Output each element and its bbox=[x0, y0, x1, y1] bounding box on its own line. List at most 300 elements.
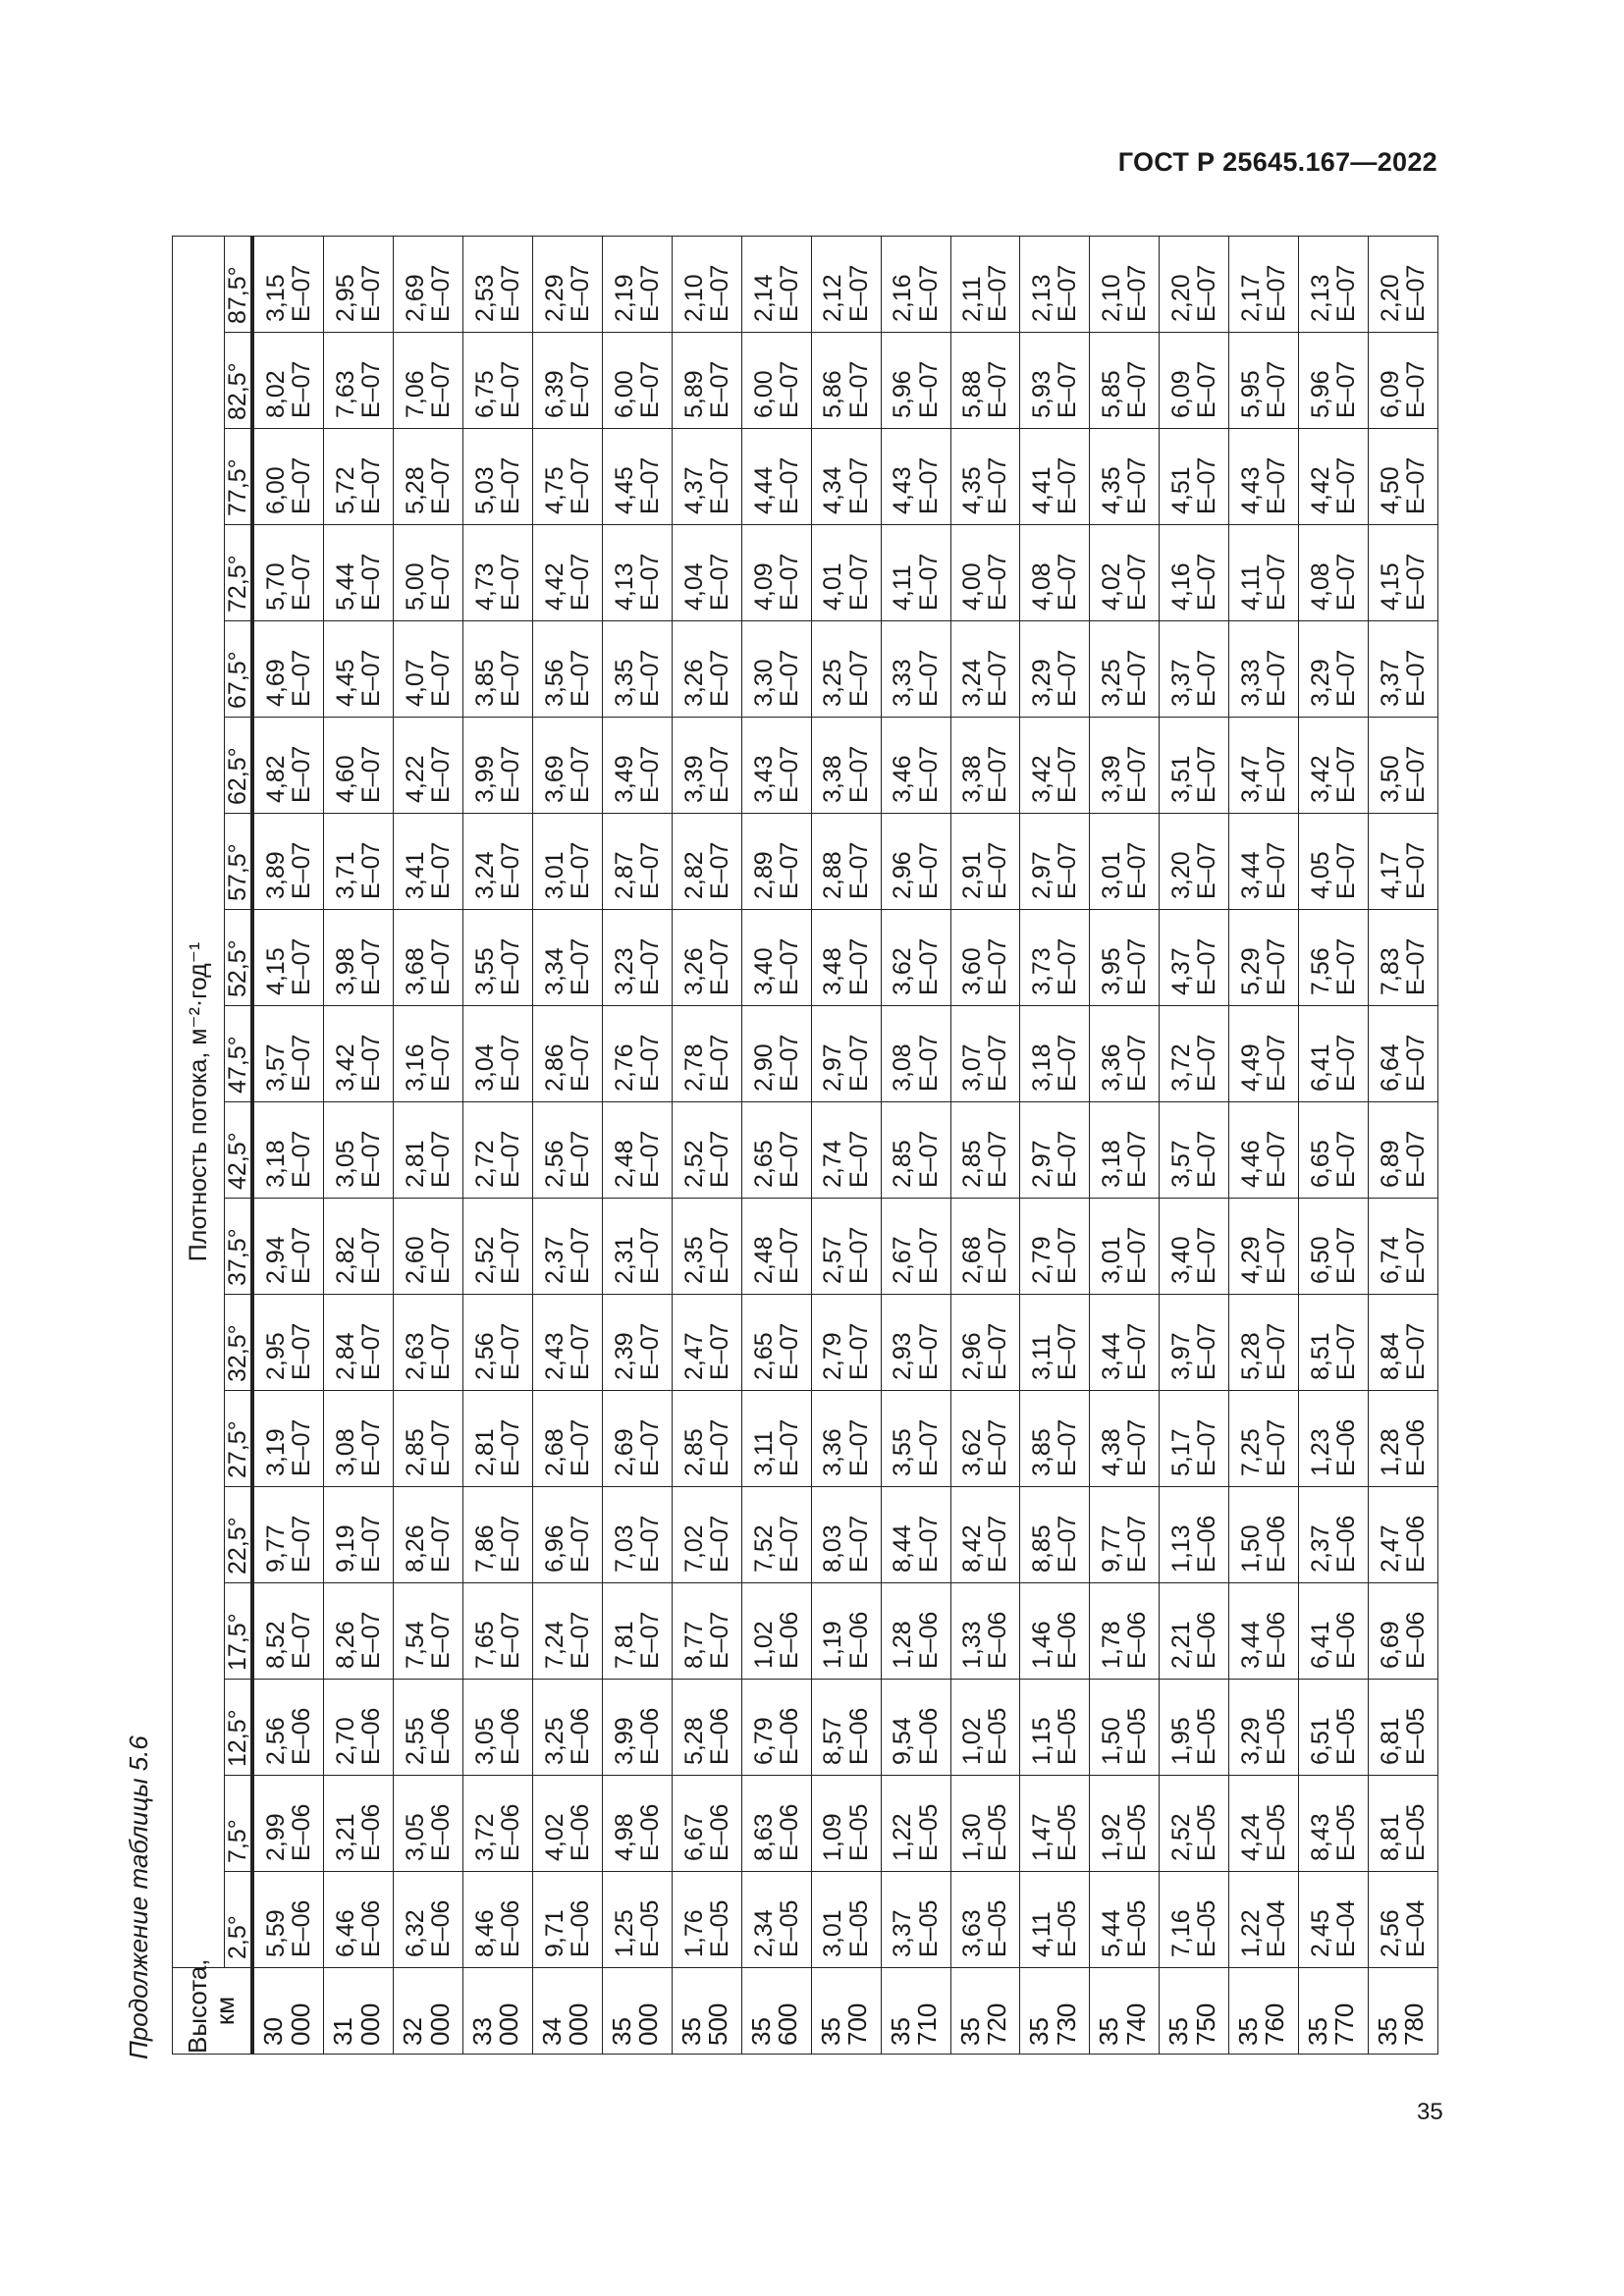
mantissa: 3,44 bbox=[1098, 1332, 1126, 1380]
mantissa: 2,16 bbox=[889, 274, 917, 322]
exponent: E–07 bbox=[497, 456, 525, 514]
mantissa: 2,56 bbox=[1376, 1909, 1404, 1957]
height-cell: 35 780 bbox=[1368, 1968, 1437, 2055]
flux-value-cell bbox=[463, 1391, 533, 1487]
flux-value-cell bbox=[950, 237, 1020, 333]
exponent: E–07 bbox=[1123, 456, 1152, 514]
mantissa: 2,45 bbox=[1306, 1909, 1334, 1957]
flux-value-cell bbox=[1160, 1006, 1229, 1102]
height-cell: 31 000 bbox=[324, 1968, 394, 2055]
exponent: E–07 bbox=[705, 1322, 733, 1380]
exponent: E–07 bbox=[288, 841, 316, 899]
flux-value-cell bbox=[603, 1872, 673, 1968]
flux-value-cell bbox=[881, 910, 950, 1006]
flux-value-cell bbox=[1368, 1295, 1437, 1391]
exponent: E–07 bbox=[567, 1322, 595, 1380]
mantissa: 2,89 bbox=[749, 851, 778, 899]
flux-value-cell bbox=[1090, 1295, 1160, 1391]
mantissa: 6,75 bbox=[470, 370, 499, 418]
mantissa: 8,26 bbox=[332, 1621, 360, 1669]
flux-value-cell bbox=[533, 333, 603, 429]
flux-value-cell bbox=[1299, 621, 1369, 718]
exponent: E–07 bbox=[357, 456, 386, 514]
flux-value-cell bbox=[1090, 1680, 1160, 1776]
exponent: E–07 bbox=[1332, 1034, 1361, 1092]
flux-value-cell bbox=[324, 429, 394, 525]
exponent: E–06 bbox=[1263, 1611, 1291, 1669]
flux-value-cell bbox=[463, 814, 533, 910]
flux-value-cell bbox=[533, 1776, 603, 1872]
exponent: E–07 bbox=[288, 360, 316, 418]
exponent: E–07 bbox=[1332, 937, 1361, 995]
flux-value-cell bbox=[394, 1295, 463, 1391]
mantissa: 2,69 bbox=[401, 274, 429, 322]
mantissa: 6,46 bbox=[332, 1909, 360, 1957]
mantissa: 7,63 bbox=[332, 370, 360, 418]
exponent: E–07 bbox=[914, 360, 943, 418]
exponent: E–07 bbox=[635, 360, 664, 418]
mantissa: 3,24 bbox=[470, 851, 499, 899]
flux-value-cell bbox=[533, 1391, 603, 1487]
exponent: E–07 bbox=[1193, 360, 1221, 418]
flux-value-cell bbox=[1299, 333, 1369, 429]
flux-value-cell bbox=[252, 910, 324, 1006]
flux-value-cell bbox=[950, 814, 1020, 910]
mantissa: 3,11 bbox=[749, 1430, 778, 1476]
mantissa: 4,42 bbox=[1306, 466, 1334, 514]
flux-value-cell bbox=[1368, 1391, 1437, 1487]
mantissa: 3,15 bbox=[262, 274, 291, 322]
exponent: E–07 bbox=[288, 649, 316, 707]
mantissa: 4,35 bbox=[958, 466, 987, 514]
flux-value-cell bbox=[1160, 1583, 1229, 1680]
table-row bbox=[1160, 237, 1229, 2055]
exponent: E–07 bbox=[288, 1034, 316, 1092]
mantissa: 8,84 bbox=[1376, 1332, 1404, 1380]
mantissa: 3,42 bbox=[1028, 755, 1056, 803]
table-row bbox=[950, 237, 1020, 2055]
flux-value-cell bbox=[324, 1006, 394, 1102]
exponent: E–07 bbox=[1193, 1418, 1221, 1476]
mantissa: 8,52 bbox=[262, 1621, 291, 1669]
exponent: E–07 bbox=[1123, 360, 1152, 418]
flux-value-cell bbox=[533, 1006, 603, 1102]
flux-value-cell bbox=[1090, 1102, 1160, 1199]
exponent: E–07 bbox=[1054, 1322, 1082, 1380]
flux-value-cell bbox=[1368, 1006, 1437, 1102]
flux-value-cell bbox=[394, 1776, 463, 1872]
exponent: E–07 bbox=[497, 360, 525, 418]
mantissa: 6,81 bbox=[1376, 1717, 1404, 1765]
flux-value-cell bbox=[394, 1487, 463, 1583]
height-cell: 35 750 bbox=[1160, 1968, 1229, 2055]
flux-value-cell bbox=[881, 1295, 950, 1391]
table-row bbox=[463, 237, 533, 2055]
mantissa: 2,96 bbox=[889, 851, 917, 899]
table-caption: Продолжение таблицы 5.6 bbox=[124, 1735, 153, 2059]
mantissa: 5,44 bbox=[332, 562, 360, 611]
exponent: E–07 bbox=[427, 1226, 456, 1284]
mantissa: 3,72 bbox=[470, 1813, 499, 1861]
mantissa: 8,57 bbox=[819, 1717, 847, 1765]
flux-value-cell bbox=[394, 1102, 463, 1199]
exponent: E–07 bbox=[844, 1226, 873, 1284]
angle-header: 42,5° bbox=[225, 1102, 253, 1199]
exponent: E–06 bbox=[705, 1707, 733, 1765]
mantissa: 1,02 bbox=[958, 1717, 987, 1765]
exponent: E–07 bbox=[567, 553, 595, 611]
exponent: E–06 bbox=[705, 1803, 733, 1861]
flux-value-cell bbox=[1368, 718, 1437, 814]
exponent: E–07 bbox=[567, 264, 595, 322]
mantissa: 3,55 bbox=[889, 1428, 917, 1476]
flux-value-cell bbox=[950, 1487, 1020, 1583]
mantissa: 2,81 bbox=[401, 1140, 429, 1188]
flux-value-cell bbox=[881, 621, 950, 718]
mantissa: 3,33 bbox=[889, 659, 917, 707]
exponent: E–07 bbox=[427, 1034, 456, 1092]
mantissa: 3,47 bbox=[1236, 755, 1265, 803]
mantissa: 2,87 bbox=[610, 851, 638, 899]
exponent: E–05 bbox=[844, 1803, 873, 1861]
exponent: E–06 bbox=[497, 1899, 525, 1957]
mantissa: 2,85 bbox=[958, 1140, 987, 1188]
flux-value-cell bbox=[252, 718, 324, 814]
mantissa: 1,78 bbox=[1098, 1621, 1126, 1669]
mantissa: 3,21 bbox=[332, 1813, 360, 1861]
flux-value-cell bbox=[324, 1776, 394, 1872]
mantissa: 6,74 bbox=[1376, 1236, 1404, 1284]
flux-value-cell bbox=[1090, 333, 1160, 429]
exponent: E–07 bbox=[1054, 1034, 1082, 1092]
exponent: E–05 bbox=[1193, 1899, 1221, 1957]
mantissa: 1,33 bbox=[958, 1621, 987, 1669]
exponent: E–07 bbox=[497, 937, 525, 995]
mantissa: 3,25 bbox=[1098, 659, 1126, 707]
exponent: E–07 bbox=[1193, 553, 1221, 611]
mantissa: 3,33 bbox=[1236, 659, 1265, 707]
exponent: E–07 bbox=[1054, 264, 1082, 322]
flux-value-cell bbox=[463, 1872, 533, 1968]
mantissa: 4,38 bbox=[1098, 1428, 1126, 1476]
mantissa: 3,63 bbox=[958, 1909, 987, 1957]
exponent: E–05 bbox=[775, 1899, 803, 1957]
flux-value-cell bbox=[1368, 1199, 1437, 1295]
exponent: E–07 bbox=[705, 1515, 733, 1573]
mantissa: 2,21 bbox=[1166, 1621, 1195, 1669]
flux-value-cell bbox=[1299, 1583, 1369, 1680]
flux-value-cell bbox=[672, 1872, 741, 1968]
exponent: E–07 bbox=[1193, 745, 1221, 803]
exponent: E–07 bbox=[427, 553, 456, 611]
flux-value-cell bbox=[1160, 1102, 1229, 1199]
exponent: E–07 bbox=[844, 1130, 873, 1188]
mantissa: 1,02 bbox=[749, 1621, 778, 1669]
exponent: E–07 bbox=[357, 937, 386, 995]
mantissa: 2,70 bbox=[332, 1717, 360, 1765]
flux-value-cell bbox=[603, 1295, 673, 1391]
exponent: E–07 bbox=[775, 937, 803, 995]
exponent: E–07 bbox=[1401, 1034, 1430, 1092]
flux-value-cell bbox=[881, 1487, 950, 1583]
flux-value-cell bbox=[1160, 525, 1229, 621]
exponent: E–07 bbox=[1054, 841, 1082, 899]
flux-value-cell bbox=[324, 1295, 394, 1391]
height-header: Высота, км bbox=[173, 1968, 253, 2055]
exponent: E–07 bbox=[984, 264, 1012, 322]
flux-value-cell bbox=[533, 1487, 603, 1583]
exponent: E–04 bbox=[1401, 1899, 1430, 1957]
flux-value-cell bbox=[1299, 1872, 1369, 1968]
mantissa: 4,08 bbox=[1028, 562, 1056, 611]
exponent: E–07 bbox=[1054, 360, 1082, 418]
exponent: E–07 bbox=[1193, 1130, 1221, 1188]
flux-value-cell bbox=[950, 1006, 1020, 1102]
exponent: E–05 bbox=[1401, 1803, 1430, 1861]
flux-value-cell bbox=[1368, 333, 1437, 429]
exponent: E–07 bbox=[1263, 1322, 1291, 1380]
exponent: E–07 bbox=[357, 1034, 386, 1092]
mantissa: 2,39 bbox=[610, 1332, 638, 1380]
exponent: E–07 bbox=[1054, 1130, 1082, 1188]
flux-value-cell bbox=[463, 1583, 533, 1680]
mantissa: 3,62 bbox=[889, 947, 917, 995]
flux-value-cell bbox=[533, 621, 603, 718]
mantissa: 1,15 bbox=[1028, 1717, 1056, 1765]
mantissa: 3,60 bbox=[958, 947, 987, 995]
exponent: E–07 bbox=[497, 745, 525, 803]
flux-value-cell bbox=[1368, 910, 1437, 1006]
exponent: E–07 bbox=[705, 649, 733, 707]
mantissa: 3,99 bbox=[610, 1717, 638, 1765]
mantissa: 2,53 bbox=[470, 274, 499, 322]
exponent: E–07 bbox=[705, 1611, 733, 1669]
flux-value-cell bbox=[324, 1487, 394, 1583]
mantissa: 1,22 bbox=[1236, 1909, 1265, 1957]
flux-value-cell bbox=[1090, 1199, 1160, 1295]
flux-value-cell bbox=[1368, 429, 1437, 525]
exponent: E–07 bbox=[497, 1515, 525, 1573]
exponent: E–05 bbox=[1263, 1707, 1291, 1765]
mantissa: 7,06 bbox=[401, 370, 429, 418]
flux-value-cell bbox=[463, 910, 533, 1006]
angle-header: 57,5° bbox=[225, 814, 253, 910]
mantissa: 8,77 bbox=[679, 1621, 708, 1669]
flux-value-cell bbox=[324, 814, 394, 910]
height-cell: 33 000 bbox=[463, 1968, 533, 2055]
flux-value-cell bbox=[1299, 1680, 1369, 1776]
mantissa: 5,17 bbox=[1166, 1428, 1195, 1476]
exponent: E–07 bbox=[984, 937, 1012, 995]
table-row bbox=[881, 237, 950, 2055]
mantissa: 4,13 bbox=[610, 562, 638, 611]
exponent: E–04 bbox=[1263, 1899, 1291, 1957]
exponent: E–06 bbox=[844, 1611, 873, 1669]
mantissa: 2,65 bbox=[749, 1140, 778, 1188]
exponent: E–06 bbox=[427, 1803, 456, 1861]
flux-value-cell bbox=[1020, 1102, 1090, 1199]
mantissa: 4,82 bbox=[262, 755, 291, 803]
exponent: E–07 bbox=[1263, 456, 1291, 514]
mantissa: 2,72 bbox=[470, 1140, 499, 1188]
flux-value-cell bbox=[741, 1872, 811, 1968]
flux-value-cell bbox=[1020, 910, 1090, 1006]
mantissa: 2,68 bbox=[540, 1428, 568, 1476]
mantissa: 3,24 bbox=[958, 659, 987, 707]
exponent: E–07 bbox=[427, 1130, 456, 1188]
exponent: E–07 bbox=[1401, 264, 1430, 322]
flux-value-cell bbox=[741, 1776, 811, 1872]
flux-value-cell bbox=[324, 525, 394, 621]
flux-value-cell bbox=[252, 429, 324, 525]
exponent: E–05 bbox=[984, 1707, 1012, 1765]
exponent: E–07 bbox=[427, 264, 456, 322]
mantissa: 8,51 bbox=[1306, 1332, 1334, 1380]
exponent: E–07 bbox=[1123, 745, 1152, 803]
mantissa: 3,69 bbox=[540, 755, 568, 803]
exponent: E–07 bbox=[705, 745, 733, 803]
mantissa: 3,23 bbox=[610, 947, 638, 995]
mantissa: 2,43 bbox=[540, 1332, 568, 1380]
exponent: E–07 bbox=[357, 745, 386, 803]
mantissa: 1,22 bbox=[889, 1813, 917, 1861]
mantissa: 8,85 bbox=[1028, 1524, 1056, 1573]
flux-density-table bbox=[172, 236, 1438, 2055]
flux-value-cell bbox=[811, 525, 881, 621]
exponent: E–07 bbox=[1401, 745, 1430, 803]
mantissa: 2,20 bbox=[1166, 274, 1195, 322]
mantissa: 2,60 bbox=[401, 1236, 429, 1284]
mantissa: 5,44 bbox=[1098, 1909, 1126, 1957]
exponent: E–07 bbox=[1263, 745, 1291, 803]
flux-value-cell bbox=[672, 525, 741, 621]
exponent: E–07 bbox=[705, 1130, 733, 1188]
table-row bbox=[741, 237, 811, 2055]
mantissa: 2,56 bbox=[470, 1332, 499, 1380]
mantissa: 9,19 bbox=[332, 1524, 360, 1573]
mantissa: 3,57 bbox=[262, 1043, 291, 1092]
mantissa: 8,63 bbox=[749, 1813, 778, 1861]
flux-value-cell bbox=[603, 1487, 673, 1583]
exponent: E–07 bbox=[1332, 360, 1361, 418]
exponent: E–07 bbox=[357, 360, 386, 418]
exponent: E–07 bbox=[567, 456, 595, 514]
exponent: E–07 bbox=[635, 1130, 664, 1188]
mantissa: 6,39 bbox=[540, 370, 568, 418]
exponent: E–07 bbox=[844, 1034, 873, 1092]
flux-value-cell bbox=[603, 910, 673, 1006]
exponent: E–07 bbox=[1401, 1322, 1430, 1380]
flux-value-cell bbox=[533, 237, 603, 333]
height-cell: 35 730 bbox=[1020, 1968, 1090, 2055]
mantissa: 5,03 bbox=[470, 466, 499, 514]
exponent: E–07 bbox=[288, 1515, 316, 1573]
flux-value-cell bbox=[252, 1776, 324, 1872]
flux-value-cell bbox=[1299, 1776, 1369, 1872]
mantissa: 8,03 bbox=[819, 1524, 847, 1573]
exponent: E–06 bbox=[914, 1611, 943, 1669]
flux-value-cell bbox=[1020, 237, 1090, 333]
mantissa: 2,56 bbox=[262, 1717, 291, 1765]
mantissa: 2,31 bbox=[610, 1236, 638, 1284]
flux-value-cell bbox=[252, 1295, 324, 1391]
mantissa: 7,02 bbox=[679, 1524, 708, 1573]
exponent: E–07 bbox=[1263, 1418, 1291, 1476]
flux-value-cell bbox=[1160, 1391, 1229, 1487]
mantissa: 9,77 bbox=[262, 1524, 291, 1573]
mantissa: 3,42 bbox=[332, 1043, 360, 1092]
mantissa: 2,56 bbox=[540, 1140, 568, 1188]
flux-value-cell bbox=[1368, 1680, 1437, 1776]
flux-value-cell bbox=[1229, 1583, 1299, 1680]
mantissa: 9,77 bbox=[1098, 1524, 1126, 1573]
mantissa: 1,76 bbox=[679, 1909, 708, 1957]
table-row bbox=[394, 237, 463, 2055]
flux-value-cell bbox=[1020, 1199, 1090, 1295]
flux-value-cell bbox=[1020, 1487, 1090, 1583]
mantissa: 5,85 bbox=[1098, 370, 1126, 418]
exponent: E–07 bbox=[1193, 1322, 1221, 1380]
mantissa: 6,41 bbox=[1306, 1621, 1334, 1669]
exponent: E–07 bbox=[1263, 264, 1291, 322]
exponent: E–06 bbox=[1193, 1611, 1221, 1669]
exponent: E–07 bbox=[497, 649, 525, 707]
mantissa: 4,01 bbox=[819, 562, 847, 611]
mantissa: 2,37 bbox=[540, 1236, 568, 1284]
mantissa: 2,81 bbox=[470, 1428, 499, 1476]
flux-value-cell bbox=[1020, 814, 1090, 910]
flux-value-cell bbox=[741, 1583, 811, 1680]
exponent: E–07 bbox=[1123, 1226, 1152, 1284]
flux-value-cell bbox=[324, 1583, 394, 1680]
flux-value-cell bbox=[324, 1102, 394, 1199]
flux-value-cell bbox=[672, 718, 741, 814]
mantissa: 2,63 bbox=[401, 1332, 429, 1380]
flux-value-cell bbox=[1090, 621, 1160, 718]
exponent: E–07 bbox=[844, 456, 873, 514]
flux-value-cell bbox=[252, 814, 324, 910]
flux-value-cell bbox=[1020, 621, 1090, 718]
exponent: E–07 bbox=[567, 1034, 595, 1092]
exponent: E–07 bbox=[497, 841, 525, 899]
exponent: E–07 bbox=[1332, 1226, 1361, 1284]
mantissa: 4,50 bbox=[1376, 466, 1404, 514]
exponent: E–07 bbox=[427, 937, 456, 995]
flux-value-cell bbox=[811, 1776, 881, 1872]
flux-value-cell bbox=[672, 910, 741, 1006]
exponent: E–06 bbox=[1193, 1515, 1221, 1573]
flux-value-cell bbox=[394, 910, 463, 1006]
flux-value-cell bbox=[881, 525, 950, 621]
mantissa: 3,19 bbox=[262, 1428, 291, 1476]
mantissa: 3,37 bbox=[1166, 659, 1195, 707]
mantissa: 9,71 bbox=[540, 1909, 568, 1957]
exponent: E–05 bbox=[1263, 1803, 1291, 1861]
exponent: E–07 bbox=[427, 1515, 456, 1573]
mantissa: 4,45 bbox=[610, 466, 638, 514]
mantissa: 3,18 bbox=[262, 1140, 291, 1188]
exponent: E–07 bbox=[357, 1611, 386, 1669]
flux-value-cell bbox=[603, 1583, 673, 1680]
exponent: E–07 bbox=[288, 553, 316, 611]
mantissa: 8,44 bbox=[889, 1524, 917, 1573]
exponent: E–07 bbox=[1123, 264, 1152, 322]
flux-value-cell bbox=[881, 237, 950, 333]
flux-value-cell bbox=[1090, 1391, 1160, 1487]
mantissa: 3,29 bbox=[1306, 659, 1334, 707]
mantissa: 3,40 bbox=[749, 947, 778, 995]
table-row bbox=[1299, 237, 1369, 2055]
